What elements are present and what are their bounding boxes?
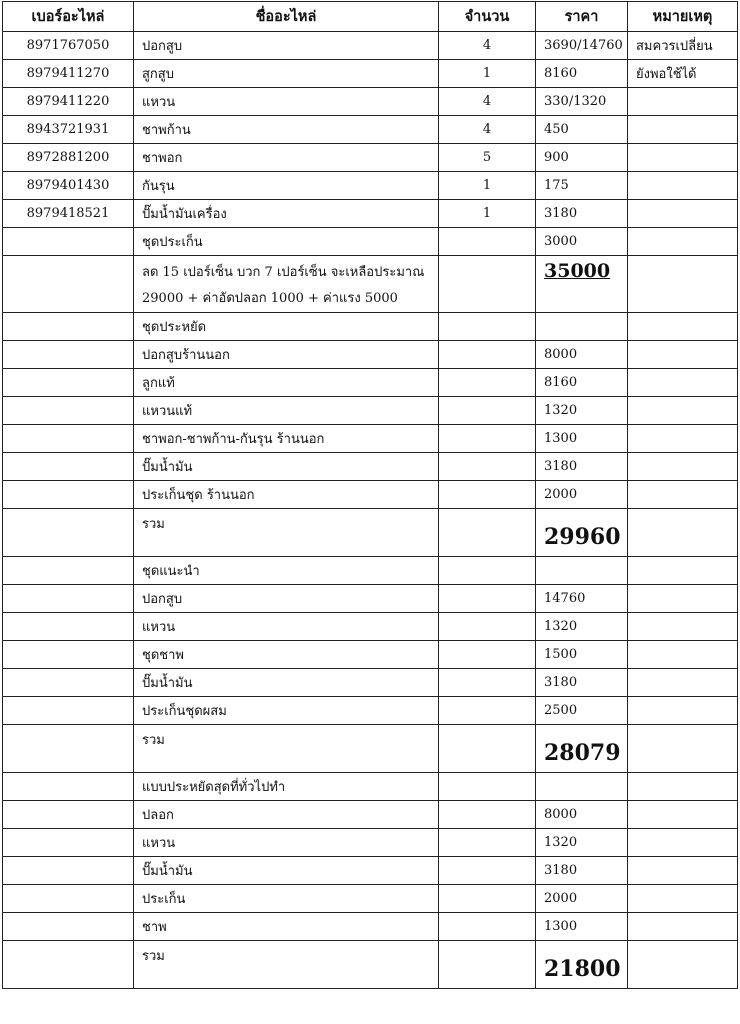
item-price: 3180 <box>536 669 628 697</box>
total-value <box>536 725 628 773</box>
table-row <box>3 585 738 613</box>
part-price: 8160 <box>536 60 628 88</box>
total-label: รวม <box>134 941 439 989</box>
table-row <box>3 60 738 88</box>
table-row <box>3 613 738 641</box>
table-row <box>3 341 738 369</box>
summary-row <box>3 256 738 313</box>
set-title-row <box>3 313 738 341</box>
part-quantity: 1 <box>439 200 536 228</box>
parts-table <box>2 1 738 989</box>
table-row <box>3 885 738 913</box>
item-price: 3180 <box>536 857 628 885</box>
part-price: 900 <box>536 144 628 172</box>
empty-cell <box>3 256 134 313</box>
table-row <box>3 697 738 725</box>
item-name: ปอกสูบร้านนอก <box>134 341 439 369</box>
item-price: 8000 <box>536 341 628 369</box>
part-number: 8972881200 <box>3 144 134 172</box>
item-name: ปั๊มน้ำมัน <box>134 453 439 481</box>
table-row <box>3 913 738 941</box>
total-value <box>536 941 628 989</box>
part-number: 8971767050 <box>3 32 134 60</box>
total-label: รวม <box>134 509 439 557</box>
table-row <box>3 369 738 397</box>
total-value <box>536 509 628 557</box>
table-row <box>3 425 738 453</box>
item-price: 1300 <box>536 913 628 941</box>
part-name: กันรุน <box>134 172 439 200</box>
part-number: 8979418521 <box>3 200 134 228</box>
table-row <box>3 32 738 60</box>
part-note <box>628 144 738 172</box>
item-price: 1320 <box>536 613 628 641</box>
total-row <box>3 941 738 989</box>
part-quantity <box>439 228 536 256</box>
item-name: ปั๊มน้ำมัน <box>134 857 439 885</box>
part-note <box>628 116 738 144</box>
part-note <box>628 200 738 228</box>
item-name: แหวน <box>134 829 439 857</box>
header-price: ราคา <box>536 2 628 32</box>
set-title-row <box>3 557 738 585</box>
table-row <box>3 172 738 200</box>
table-row <box>3 144 738 172</box>
item-price: 2500 <box>536 697 628 725</box>
summary-total-value: 35000 <box>544 260 611 282</box>
part-name: สูกสูบ <box>134 60 439 88</box>
part-note <box>628 88 738 116</box>
item-name: ปอกสูบ <box>134 585 439 613</box>
part-note: ยังพอใช้ได้ <box>628 60 738 88</box>
part-number: 8943721931 <box>3 116 134 144</box>
item-price: 1320 <box>536 829 628 857</box>
total-row <box>3 725 738 773</box>
item-price: 2000 <box>536 885 628 913</box>
part-note: สมควรเปลี่ยน <box>628 32 738 60</box>
item-name: ปั๊มน้ำมัน <box>134 669 439 697</box>
part-price: 3690/14760 <box>536 32 628 60</box>
item-price: 1500 <box>536 641 628 669</box>
table-row <box>3 200 738 228</box>
item-price: 1320 <box>536 397 628 425</box>
part-price: 3000 <box>536 228 628 256</box>
table-row <box>3 857 738 885</box>
part-price: 175 <box>536 172 628 200</box>
item-name: ปลอก <box>134 801 439 829</box>
total-amount: 28079 <box>544 740 621 766</box>
part-name: ปอกสูบ <box>134 32 439 60</box>
item-name: ประเก็นชุดผสม <box>134 697 439 725</box>
part-note <box>628 228 738 256</box>
item-price: 3180 <box>536 453 628 481</box>
item-name: ประเก็น <box>134 885 439 913</box>
table-row <box>3 669 738 697</box>
item-price: 8160 <box>536 369 628 397</box>
summary-line-2: 29000 + ค่าอัดปลอก 1000 + ค่าแรง 5000 <box>142 291 398 306</box>
table-row <box>3 88 738 116</box>
part-name: ปั๊มน้ำมันเครื่อง <box>134 200 439 228</box>
part-name: ชุดประเก็น <box>134 228 439 256</box>
item-name: ชุดชาพ <box>134 641 439 669</box>
header-part-number: เบอร์อะไหล่ <box>3 2 134 32</box>
table-row <box>3 481 738 509</box>
part-quantity: 5 <box>439 144 536 172</box>
part-quantity: 1 <box>439 172 536 200</box>
summary-total <box>536 256 628 313</box>
total-row <box>3 509 738 557</box>
part-price: 450 <box>536 116 628 144</box>
set-title: ชุดแนะนำ <box>134 557 439 585</box>
part-number: 8979411220 <box>3 88 134 116</box>
table-row <box>3 641 738 669</box>
item-name: ประเก็นชุด ร้านนอก <box>134 481 439 509</box>
empty-cell <box>439 256 536 313</box>
table-row <box>3 829 738 857</box>
item-price: 14760 <box>536 585 628 613</box>
item-name: ชาพอก-ชาพก้าน-กันรุน ร้านนอก <box>134 425 439 453</box>
set-title: แบบประหยัดสุดที่ทั่วไปทำ <box>134 773 439 801</box>
table-row <box>3 453 738 481</box>
total-label: รวม <box>134 725 439 773</box>
part-quantity: 4 <box>439 32 536 60</box>
summary-line-1: ลด 15 เปอร์เซ็น บวก 7 เปอร์เซ็น จะเหลือประมาณ <box>142 265 425 280</box>
item-price: 2000 <box>536 481 628 509</box>
header-note: หมายเหตุ <box>628 2 738 32</box>
table-row <box>3 116 738 144</box>
part-price: 330/1320 <box>536 88 628 116</box>
item-name: แหวนแท้ <box>134 397 439 425</box>
table-row <box>3 801 738 829</box>
part-note <box>628 172 738 200</box>
item-name: ลูกแท้ <box>134 369 439 397</box>
item-price: 8000 <box>536 801 628 829</box>
item-price: 1300 <box>536 425 628 453</box>
header-part-name: ชื่ออะไหล่ <box>134 2 439 32</box>
header-row <box>3 2 738 32</box>
part-name: ชาพอก <box>134 144 439 172</box>
empty-cell <box>628 256 738 313</box>
total-amount: 29960 <box>544 524 621 550</box>
part-quantity: 1 <box>439 60 536 88</box>
table-row <box>3 228 738 256</box>
table-row <box>3 397 738 425</box>
part-number <box>3 228 134 256</box>
part-price: 3180 <box>536 200 628 228</box>
header-quantity: จำนวน <box>439 2 536 32</box>
part-number: 8979411270 <box>3 60 134 88</box>
part-quantity: 4 <box>439 116 536 144</box>
total-amount: 21800 <box>544 956 621 982</box>
item-name: แหวน <box>134 613 439 641</box>
set-title-row <box>3 773 738 801</box>
part-quantity: 4 <box>439 88 536 116</box>
part-number: 8979401430 <box>3 172 134 200</box>
item-name: ชาพ <box>134 913 439 941</box>
part-name: ชาพก้าน <box>134 116 439 144</box>
set-title: ชุดประหยัด <box>134 313 439 341</box>
part-name: แหวน <box>134 88 439 116</box>
summary-description <box>134 256 439 313</box>
